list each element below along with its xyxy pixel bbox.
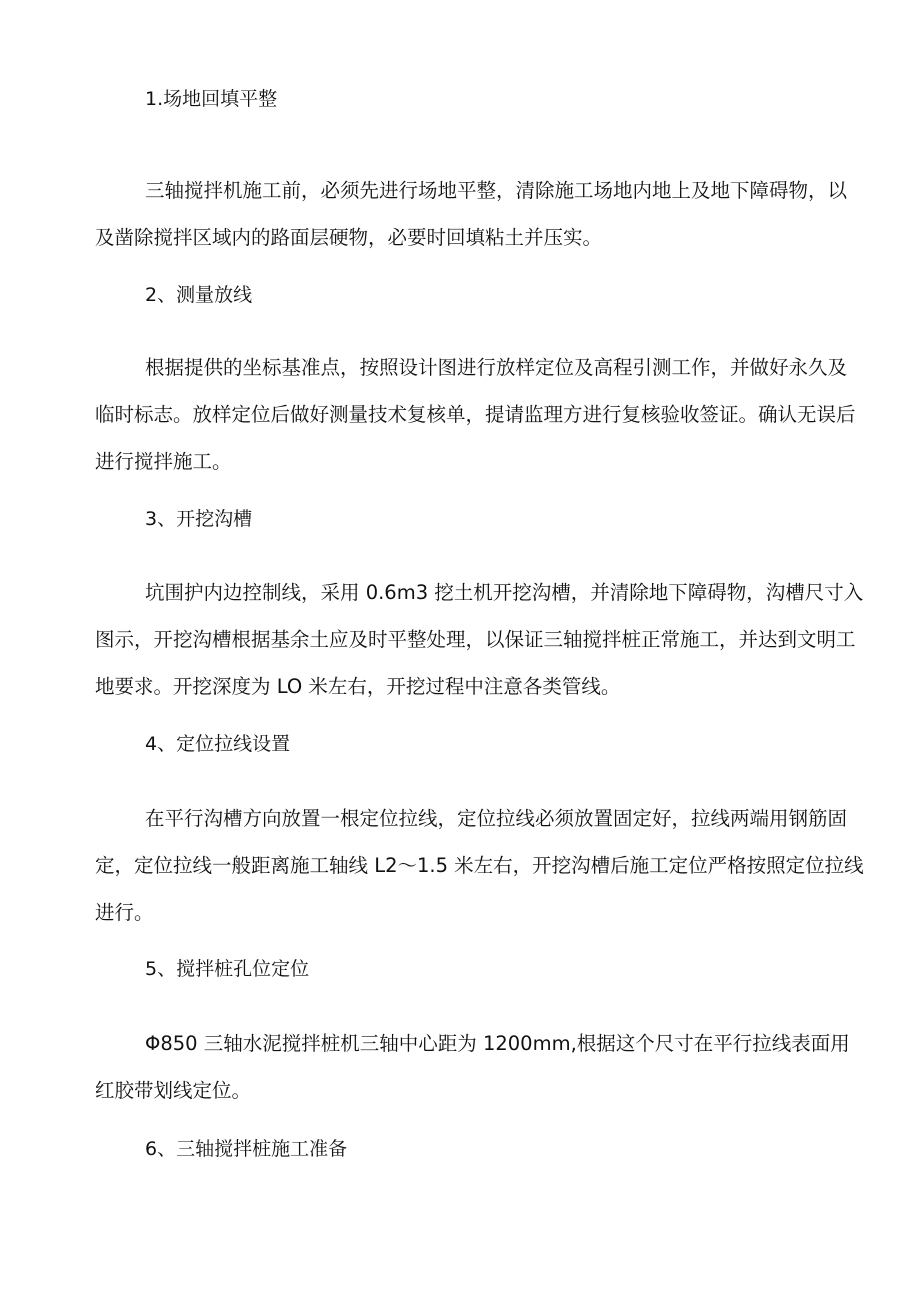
section-4-body: 在平行沟槽方向放置一根定位拉线，定位拉线必须放置固定好，拉线两端用钢筋固定，定位拉线一般距离施工轴线 L2～1.5 米左右，开挖沟槽后施工定位严格按照定位拉线进行。 [95,807,864,924]
section-5-body: Φ850 三轴水泥搅拌桩机三轴中心距为 1200mm,根据这个尺寸在平行拉线表面用红胶带划线定位。 [95,1032,850,1102]
section-4-heading: 4、定位拉线设置 [145,733,291,755]
section-5-heading: 5、搅拌桩孔位定位 [145,958,310,980]
section-1-body: 三轴搅拌机施工前，必须先进行场地平整，清除施工场地内地上及地下障碍物，以及凿除搅拌区域内的路面层硬物，必要时回填粘土并压实。 [95,179,848,249]
section-2-heading: 2、测量放线 [145,284,253,306]
section-2-body: 根据提供的坐标基准点，按照设计图进行放样定位及高程引测工作，并做好永久及临时标志。放样定位后做好测量技术复核单，提请监理方进行复核验收签证。确认无误后进行搅拌施工。 [95,356,856,473]
section-3-heading: 3、开挖沟槽 [145,508,253,530]
section-6-heading: 6、三轴搅拌桩施工准备 [145,1138,348,1160]
section-3-body: 坑围护内边控制线，采用 0.6m3 挖土机开挖沟槽，并清除地下障碍物，沟槽尺寸入图示，开挖沟槽根据基余土应及时平整处理，以保证三轴搅拌桩正常施工，并达到文明工地要求。开挖深度为 LO 米左右，开挖过程中注意各类管线。 [95,581,864,698]
section-1-heading: 1.场地回填平整 [145,88,278,110]
